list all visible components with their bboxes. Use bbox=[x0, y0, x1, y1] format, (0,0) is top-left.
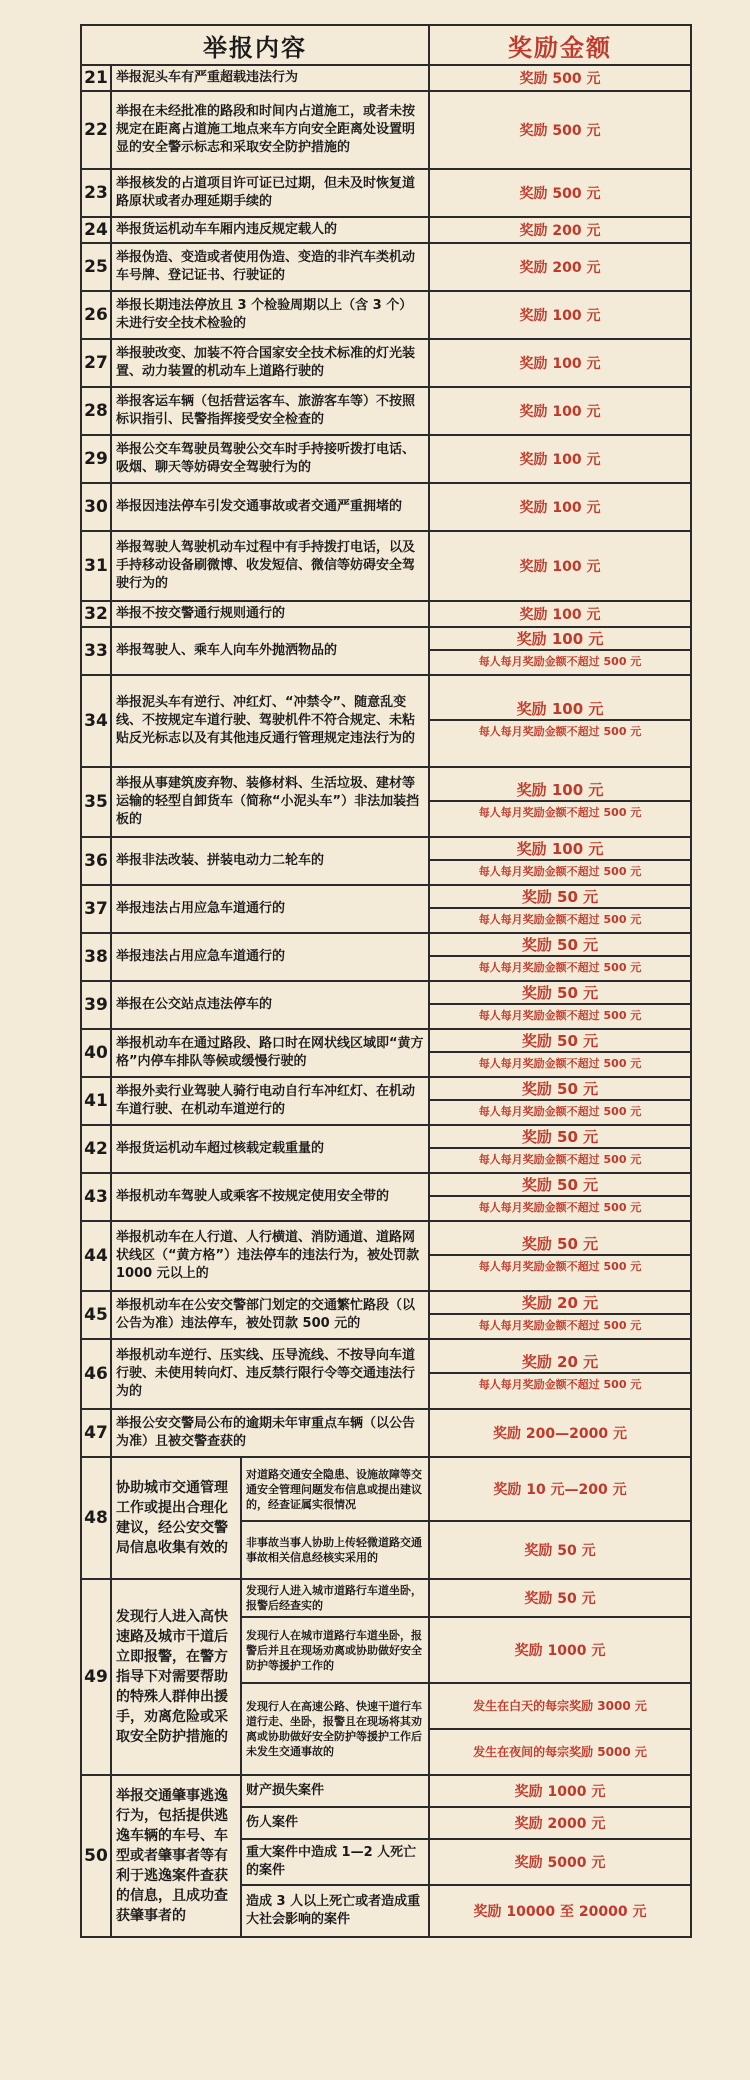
row-reward-cell bbox=[429, 885, 691, 933]
row-number: 45 bbox=[81, 1291, 111, 1339]
row-number: 25 bbox=[81, 243, 111, 291]
row-description: 举报泥头车有逆行、冲红灯、“冲禁令”、随意乱变线、不按规定车道行驶、驾驶机件不符合规定、未粘贴反光标志以及有其他违反通行管理规定违法行为的 bbox=[111, 675, 429, 767]
row-number: 24 bbox=[81, 217, 111, 243]
row-number: 38 bbox=[81, 933, 111, 981]
row-reward: 奖励 50 元 bbox=[521, 936, 599, 954]
row-reward-cell bbox=[429, 1291, 691, 1339]
row-reward: 奖励 10000 至 20000 元 bbox=[429, 1885, 691, 1937]
row-description: 举报在公交站点违法停车的 bbox=[111, 981, 429, 1029]
table-row bbox=[81, 91, 691, 169]
row-reward: 奖励 50 元 bbox=[429, 1521, 691, 1579]
monthly-cap-note: 每人每月奖励金额不超过 500 元 bbox=[430, 907, 690, 931]
row-reward: 奖励 100 元 bbox=[516, 840, 604, 858]
row-description: 举报非法改装、拼装电动力二轮车的 bbox=[111, 837, 429, 885]
row-description: 举报交通肇事逃逸行为，包括提供逃逸车辆的车号、车型或者肇事者等有利于逃逸案件查获的信息，且成功查获肇事者的 bbox=[111, 1775, 241, 1937]
row-description: 举报驾驶人、乘车人向车外抛洒物品的 bbox=[111, 627, 429, 675]
row-reward-cell bbox=[429, 1029, 691, 1077]
row-reward: 奖励 100 元 bbox=[429, 291, 691, 339]
row-description: 举报因违法停车引发交通事故或者交通严重拥堵的 bbox=[111, 483, 429, 531]
monthly-cap-note: 每人每月奖励金额不超过 500 元 bbox=[430, 1003, 690, 1027]
table-row bbox=[81, 243, 691, 291]
row-reward: 奖励 5000 元 bbox=[429, 1839, 691, 1885]
row-description: 举报不按交警通行规则通行的 bbox=[111, 601, 429, 627]
row-reward: 奖励 100 元 bbox=[429, 531, 691, 601]
table-row bbox=[81, 767, 691, 837]
sub-condition: 造成 3 人以上死亡或者造成重大社会影响的案件 bbox=[241, 1885, 429, 1937]
row-description: 发现行人进入高快速路及城市干道后立即报警，在警方指导下对需要帮助的特殊人群伸出援手，劝离危险或采取安全防护措施的 bbox=[111, 1579, 241, 1775]
row-reward: 奖励 20 元 bbox=[521, 1294, 599, 1312]
row-number: 50 bbox=[81, 1775, 111, 1937]
row-description: 举报驶改变、加装不符合国家安全技术标准的灯光装置、动力装置的机动车上道路行驶的 bbox=[111, 339, 429, 387]
row-description: 举报机动车驾驶人或乘客不按规定使用安全带的 bbox=[111, 1173, 429, 1221]
monthly-cap-note: 每人每月奖励金额不超过 500 元 bbox=[430, 719, 690, 743]
sub-condition: 伤人案件 bbox=[241, 1807, 429, 1839]
row-number: 36 bbox=[81, 837, 111, 885]
row-reward-cell bbox=[429, 675, 691, 767]
table-row bbox=[81, 1409, 691, 1457]
row-reward: 奖励 100 元 bbox=[516, 781, 604, 799]
table-row bbox=[81, 65, 691, 91]
row-number: 31 bbox=[81, 531, 111, 601]
table-row bbox=[81, 1457, 691, 1521]
row-reward: 奖励 50 元 bbox=[521, 984, 599, 1002]
row-number: 32 bbox=[81, 601, 111, 627]
row-description: 举报机动车在人行道、人行横道、消防通道、道路网状线区（“黄方格”）违法停车的违法行为，被处罚款 1000 元以上的 bbox=[111, 1221, 429, 1291]
row-reward: 奖励 100 元 bbox=[429, 483, 691, 531]
sub-condition: 重大案件中造成 1—2 人死亡的案件 bbox=[241, 1839, 429, 1885]
row-number: 33 bbox=[81, 627, 111, 675]
sub-condition: 财产损失案件 bbox=[241, 1775, 429, 1807]
monthly-cap-note: 每人每月奖励金额不超过 500 元 bbox=[430, 1372, 690, 1396]
header-reward: 奖励金额 bbox=[429, 25, 691, 65]
row-reward: 奖励 100 元 bbox=[516, 630, 604, 648]
table-row bbox=[81, 1077, 691, 1125]
row-reward: 奖励 2000 元 bbox=[429, 1807, 691, 1839]
row-number: 48 bbox=[81, 1457, 111, 1579]
row-reward: 奖励 50 元 bbox=[521, 1176, 599, 1194]
row-number: 35 bbox=[81, 767, 111, 837]
table-row bbox=[81, 885, 691, 933]
row-description: 举报外卖行业驾驶人骑行电动自行车冲红灯、在机动车道行驶、在机动车道逆行的 bbox=[111, 1077, 429, 1125]
row-reward: 奖励 50 元 bbox=[521, 1080, 599, 1098]
table-body bbox=[81, 65, 691, 1937]
row-reward-cell bbox=[429, 981, 691, 1029]
table-row bbox=[81, 1029, 691, 1077]
reward-table-container bbox=[80, 24, 690, 1938]
table-header-row bbox=[81, 25, 691, 65]
row-reward-cell bbox=[429, 1077, 691, 1125]
table-row bbox=[81, 1775, 691, 1807]
row-description: 举报公交车驾驶员驾驶公交车时手持接听拨打电话、吸烟、聊天等妨碍安全驾驶行为的 bbox=[111, 435, 429, 483]
row-number: 44 bbox=[81, 1221, 111, 1291]
monthly-cap-note: 每人每月奖励金额不超过 500 元 bbox=[430, 955, 690, 979]
table-row bbox=[81, 169, 691, 217]
table-row bbox=[81, 217, 691, 243]
monthly-cap-note: 每人每月奖励金额不超过 500 元 bbox=[430, 1051, 690, 1075]
table-row bbox=[81, 627, 691, 675]
table-row bbox=[81, 675, 691, 767]
row-number: 43 bbox=[81, 1173, 111, 1221]
row-reward-cell bbox=[429, 1125, 691, 1173]
row-reward: 奖励 500 元 bbox=[429, 91, 691, 169]
table-row bbox=[81, 1125, 691, 1173]
monthly-cap-note: 每人每月奖励金额不超过 500 元 bbox=[430, 1313, 690, 1337]
table-row bbox=[81, 1221, 691, 1291]
row-number: 49 bbox=[81, 1579, 111, 1775]
row-description: 举报在未经批准的路段和时间内占道施工，或者未按规定在距离占道施工地点来车方向安全距离处设置明显的安全警示标志和采取安全防护措施的 bbox=[111, 91, 429, 169]
row-reward: 奖励 1000 元 bbox=[429, 1775, 691, 1807]
row-reward: 奖励 1000 元 bbox=[429, 1617, 691, 1683]
row-reward-cell bbox=[429, 1173, 691, 1221]
row-description: 举报货运机动车超过核载定载重量的 bbox=[111, 1125, 429, 1173]
row-reward: 奖励 100 元 bbox=[429, 601, 691, 627]
row-number: 46 bbox=[81, 1339, 111, 1409]
row-reward: 奖励 200 元 bbox=[429, 243, 691, 291]
row-number: 28 bbox=[81, 387, 111, 435]
row-reward: 奖励 50 元 bbox=[521, 1235, 599, 1253]
sub-condition: 发现行人在城市道路行车道坐卧，报警后并且在现场劝离或协助做好安全防护等援护工作的 bbox=[241, 1617, 429, 1683]
row-number: 23 bbox=[81, 169, 111, 217]
sub-condition: 发现行人进入城市道路行车道坐卧，报警后经查实的 bbox=[241, 1579, 429, 1617]
row-reward: 奖励 100 元 bbox=[516, 700, 604, 718]
row-description: 举报机动车逆行、压实线、压导流线、不按导向车道行驶、未使用转向灯、违反禁行限行令等交通违法行为的 bbox=[111, 1339, 429, 1409]
sub-condition: 发现行人在高速公路、快速干道行车道行走、坐卧，报警且在现场将其劝离或协助做好安全防护等援护工作后未发生交通事故的 bbox=[241, 1683, 429, 1775]
sub-condition: 对道路交通安全隐患、设施故障等交通安全管理问题发布信息或提出建议的，经查证属实很情况 bbox=[241, 1457, 429, 1521]
row-description: 举报泥头车有严重超载违法行为 bbox=[111, 65, 429, 91]
row-description: 举报机动车在通过路段、路口时在网状线区域即“黄方格”内停车排队等候或缓慢行驶的 bbox=[111, 1029, 429, 1077]
day-reward: 发生在白天的每宗奖励 3000 元 bbox=[473, 1699, 647, 1713]
row-description: 举报违法占用应急车道通行的 bbox=[111, 933, 429, 981]
row-description: 举报客运车辆（包括营运客车、旅游客车等）不按照标识指引、民警指挥接受安全检查的 bbox=[111, 387, 429, 435]
row-reward: 奖励 20 元 bbox=[521, 1353, 599, 1371]
monthly-cap-note: 每人每月奖励金额不超过 500 元 bbox=[430, 859, 690, 883]
monthly-cap-note: 每人每月奖励金额不超过 500 元 bbox=[430, 1195, 690, 1219]
table-row bbox=[81, 483, 691, 531]
row-number: 21 bbox=[81, 65, 111, 91]
table-row bbox=[81, 981, 691, 1029]
row-description: 举报伪造、变造或者使用伪造、变造的非汽车类机动车号牌、登记证书、行驶证的 bbox=[111, 243, 429, 291]
row-reward: 奖励 500 元 bbox=[429, 65, 691, 91]
row-description: 举报公安交警局公布的逾期未年审重点车辆（以公告为准）且被交警查获的 bbox=[111, 1409, 429, 1457]
row-reward: 奖励 500 元 bbox=[429, 169, 691, 217]
row-description: 举报从事建筑废弃物、装修材料、生活垃圾、建材等运输的轻型自卸货车（简称“小泥头车”）非法加装挡板的 bbox=[111, 767, 429, 837]
table-row bbox=[81, 1291, 691, 1339]
row-reward: 奖励 50 元 bbox=[521, 888, 599, 906]
row-reward: 奖励 100 元 bbox=[429, 435, 691, 483]
row-number: 47 bbox=[81, 1409, 111, 1457]
row-description: 协助城市交通管理工作或提出合理化建议，经公安交警局信息收集有效的 bbox=[111, 1457, 241, 1579]
row-reward-cell bbox=[429, 1221, 691, 1291]
row-reward: 奖励 50 元 bbox=[521, 1128, 599, 1146]
row-number: 41 bbox=[81, 1077, 111, 1125]
row-reward: 奖励 100 元 bbox=[429, 387, 691, 435]
row-reward-cell bbox=[429, 1339, 691, 1409]
row-number: 40 bbox=[81, 1029, 111, 1077]
row-description: 举报机动车在公安交警部门划定的交通繁忙路段（以公告为准）违法停车，被处罚款 500 元的 bbox=[111, 1291, 429, 1339]
row-reward-cell bbox=[429, 837, 691, 885]
row-number: 39 bbox=[81, 981, 111, 1029]
row-reward: 奖励 200—2000 元 bbox=[429, 1409, 691, 1457]
monthly-cap-note: 每人每月奖励金额不超过 500 元 bbox=[430, 649, 690, 673]
row-description: 举报违法占用应急车道通行的 bbox=[111, 885, 429, 933]
night-reward: 发生在夜间的每宗奖励 5000 元 bbox=[430, 1728, 690, 1774]
row-description: 举报长期违法停放且 3 个检验周期以上（含 3 个）未进行安全技术检验的 bbox=[111, 291, 429, 339]
table-row bbox=[81, 291, 691, 339]
table-row bbox=[81, 1339, 691, 1409]
row-reward-cell bbox=[429, 767, 691, 837]
table-row bbox=[81, 1579, 691, 1617]
monthly-cap-note: 每人每月奖励金额不超过 500 元 bbox=[430, 1254, 690, 1278]
row-reward-cell bbox=[429, 627, 691, 675]
table-row bbox=[81, 837, 691, 885]
row-reward-cell bbox=[429, 933, 691, 981]
row-reward-cell bbox=[429, 1683, 691, 1775]
table-row bbox=[81, 339, 691, 387]
row-number: 27 bbox=[81, 339, 111, 387]
row-number: 37 bbox=[81, 885, 111, 933]
row-description: 举报货运机动车车厢内违反规定载人的 bbox=[111, 217, 429, 243]
row-number: 30 bbox=[81, 483, 111, 531]
row-number: 29 bbox=[81, 435, 111, 483]
row-description: 举报核发的占道项目许可证已过期，但未及时恢复道路原状或者办理延期手续的 bbox=[111, 169, 429, 217]
table-row bbox=[81, 1173, 691, 1221]
row-number: 42 bbox=[81, 1125, 111, 1173]
table-row bbox=[81, 387, 691, 435]
row-reward: 奖励 100 元 bbox=[429, 339, 691, 387]
monthly-cap-note: 每人每月奖励金额不超过 500 元 bbox=[430, 800, 690, 824]
monthly-cap-note: 每人每月奖励金额不超过 500 元 bbox=[430, 1099, 690, 1123]
row-description: 举报驾驶人驾驶机动车过程中有手持拨打电话，以及手持移动设备刷微博、收发短信、微信等妨碍安全驾驶行为的 bbox=[111, 531, 429, 601]
row-reward: 奖励 50 元 bbox=[429, 1579, 691, 1617]
row-number: 34 bbox=[81, 675, 111, 767]
row-reward: 奖励 50 元 bbox=[521, 1032, 599, 1050]
table-row bbox=[81, 933, 691, 981]
table-row bbox=[81, 601, 691, 627]
row-reward: 奖励 10 元—200 元 bbox=[429, 1457, 691, 1521]
row-number: 22 bbox=[81, 91, 111, 169]
table-row bbox=[81, 435, 691, 483]
monthly-cap-note: 每人每月奖励金额不超过 500 元 bbox=[430, 1147, 690, 1171]
table-row bbox=[81, 531, 691, 601]
row-number: 26 bbox=[81, 291, 111, 339]
row-reward: 奖励 200 元 bbox=[429, 217, 691, 243]
reward-table bbox=[80, 24, 692, 1938]
sub-condition: 非事故当事人协助上传轻微道路交通事故相关信息经核实采用的 bbox=[241, 1521, 429, 1579]
header-content: 举报内容 bbox=[81, 25, 429, 65]
